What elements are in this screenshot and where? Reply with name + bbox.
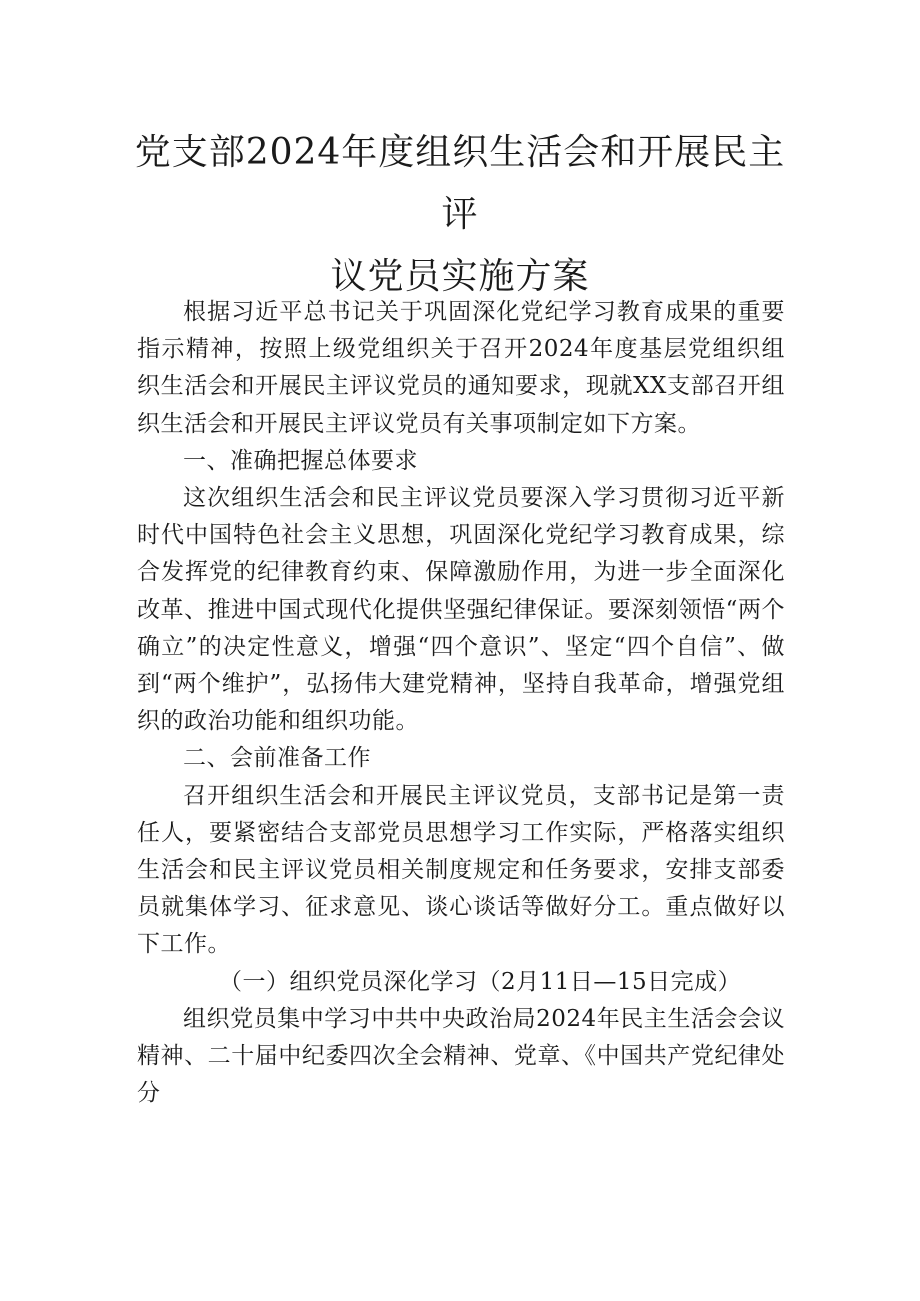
body-paragraph: 组织党员集中学习中共中央政治局2024年民主生活会会议精神、二十届中纪委四次全会精神、党章、《中国共产党纪律处分 bbox=[137, 1005, 785, 1107]
intro-paragraph: 根据习近平总书记关于巩固深化党纪学习教育成果的重要指示精神，按照上级党组织关于召开2024年度基层党组织组织生活会和开展民主评议党员的通知要求，现就XX支部召开组织生活会和开展民主评议党员有关事项制定如下方案。 bbox=[137, 299, 785, 437]
subsection-heading-1: （一）组织党员深化学习（2月11日—15日完成） bbox=[219, 968, 742, 995]
section-heading-1: 一、准确把握总体要求 bbox=[183, 447, 418, 474]
document-body bbox=[137, 294, 785, 1112]
title-line-1: 党支部2024年度组织生活会和开展民主评 bbox=[134, 132, 786, 235]
document-title bbox=[130, 122, 790, 308]
section-heading-2: 二、会前准备工作 bbox=[183, 745, 371, 772]
title-line-2: 议党员实施方案 bbox=[330, 256, 590, 297]
body-paragraph: 这次组织生活会和民主评议党员要深入学习贯彻习近平新时代中国特色社会主义思想，巩固深化党纪学习教育成果，综合发挥党的纪律教育约束、保障激励作用，为进一步全面深化改革、推进中国式现代化提供坚强纪律保证。要深刻领悟“两个确立”的决定性意义，增强“四个意识”、坚定“四个自信”、做到“两个维护”，弘扬伟大建党精神，坚持自我革命，增强党组织的政治功能和组织功能。 bbox=[137, 485, 785, 735]
body-paragraph: 召开组织生活会和开展民主评议党员，支部书记是第一责任人，要紧密结合支部党员思想学习工作实际，严格落实组织生活会和民主评议党员相关制度规定和任务要求，安排支部委员就集体学习、征求意见、谈心谈话等做好分工。重点做好以下工作。 bbox=[137, 782, 785, 958]
